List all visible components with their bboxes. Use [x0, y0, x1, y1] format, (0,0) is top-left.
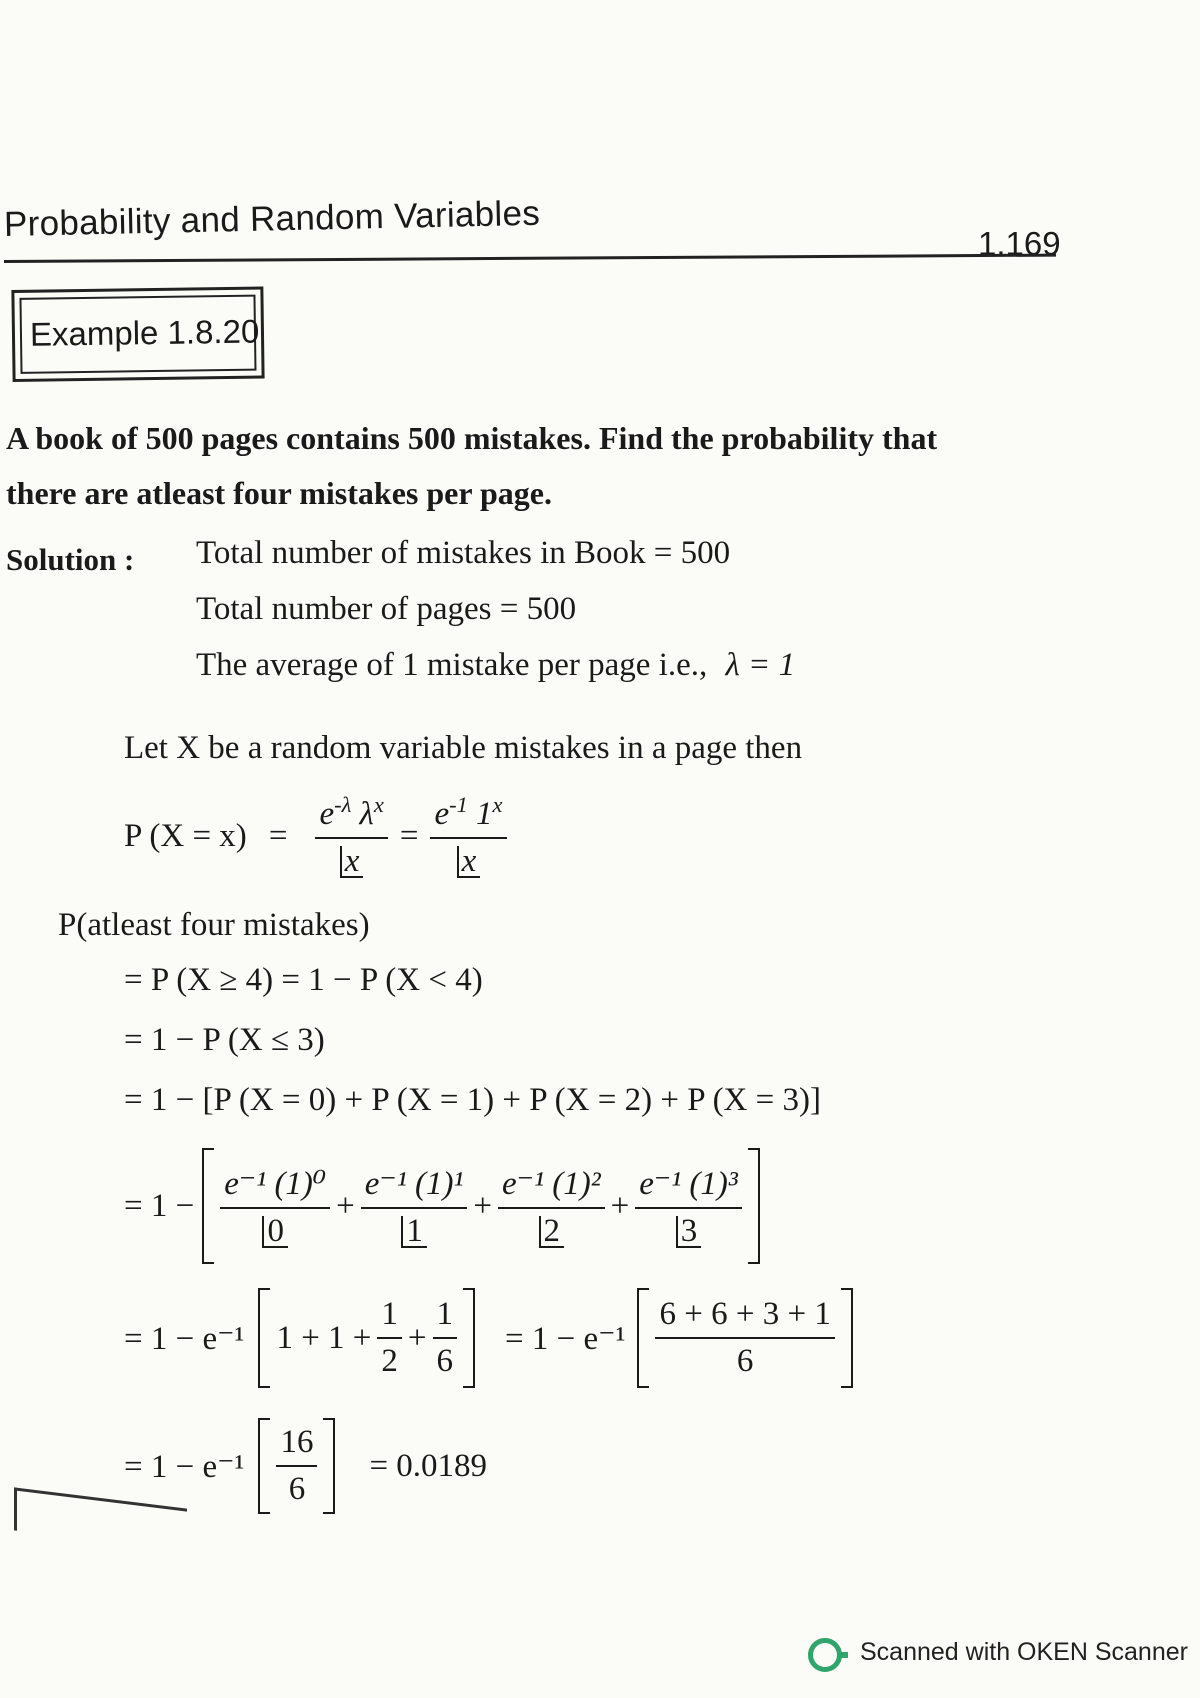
- term-2-denominator: 2: [539, 1216, 565, 1248]
- step-2: = 1 − P (X ≤ 3): [124, 1022, 325, 1058]
- term-1-denominator: 1: [401, 1216, 427, 1248]
- step-5-sum-fraction: [655, 1296, 834, 1380]
- term-2-numerator: e⁻¹ (1)²: [498, 1163, 605, 1209]
- step-6-prefix: = 1 − e⁻¹: [124, 1449, 245, 1485]
- pmf-equation: [124, 792, 513, 880]
- step-5-equals: = 1 − e⁻¹: [505, 1321, 626, 1357]
- sum-numerator: 6 + 6 + 3 + 1: [655, 1296, 834, 1339]
- header-rule: [4, 254, 1056, 263]
- step-4-term-3: [635, 1163, 742, 1250]
- term-0-numerator: e⁻¹ (1)⁰: [220, 1163, 330, 1209]
- step-5-bracket-right-2: [841, 1288, 853, 1388]
- pmf-equals: =: [268, 817, 288, 854]
- problem-line-2: there are atleast four mistakes per page.: [6, 475, 552, 511]
- scanner-watermark: Scanned with OKEN Scanner: [860, 1638, 1188, 1666]
- scanner-logo-icon: [808, 1638, 842, 1672]
- step-6-fraction: [276, 1424, 317, 1508]
- pmf-fraction-1: [315, 792, 387, 880]
- solution-line-1: Total number of mistakes in Book = 500: [196, 535, 731, 571]
- plus-sign: +: [473, 1187, 492, 1224]
- step-4-term-1: [361, 1163, 468, 1250]
- step-5-prefix: = 1 − e⁻¹: [124, 1321, 245, 1357]
- pmf-fraction-2: [430, 792, 506, 880]
- lambda-value: λ = 1: [725, 647, 796, 683]
- step-5-half: [377, 1296, 402, 1380]
- running-header-title: Probability and Random Variables: [3, 193, 541, 244]
- problem-line-1: A book of 500 pages contains 500 mistakes. Find the probability that: [6, 420, 938, 456]
- example-label: Example 1.8.20: [19, 295, 256, 374]
- term-3-numerator: e⁻¹ (1)³: [635, 1163, 742, 1209]
- atleast-label: P(atleast four mistakes): [58, 907, 370, 943]
- step-6-bracket-left: [258, 1418, 270, 1514]
- step-6-numerator: 16: [276, 1424, 317, 1467]
- step-5-bracket-left: [258, 1288, 270, 1388]
- plus-sign: +: [336, 1187, 355, 1224]
- pmf-equals-2: =: [399, 817, 419, 854]
- step-5-inner: 1 + 1 +: [276, 1319, 372, 1356]
- step-5-sixth: [433, 1296, 458, 1380]
- step-5: [124, 1288, 853, 1388]
- sixth-numerator: 1: [433, 1296, 458, 1339]
- step-4-prefix: = 1 −: [124, 1187, 195, 1224]
- sum-denominator: 6: [736, 1343, 754, 1379]
- pmf-numerator-1: $e^{-\lambda}$ $\lambda^x$: [315, 792, 387, 839]
- pmf-numerator-2: $e^{-1}$ 1$^x$: [430, 792, 506, 839]
- example-box: [11, 286, 264, 382]
- solution-line-3: [196, 647, 795, 684]
- solution-line-2: Total number of pages = 500: [196, 591, 577, 627]
- step-4-bracket-left: [202, 1148, 214, 1264]
- pmf-lhs: P (X = x): [124, 817, 247, 854]
- page-number: 1.169: [978, 225, 1061, 262]
- solution-label: Solution :: [6, 542, 135, 577]
- step-5-bracket-right: [463, 1288, 475, 1388]
- pmf-denominator-2: x: [457, 846, 481, 878]
- solution-line-3-text: The average of 1 mistake per page i.e.,: [196, 647, 708, 683]
- step-4: [124, 1148, 760, 1264]
- step-4-term-2: [498, 1163, 605, 1250]
- step-3: = 1 − [P (X = 0) + P (X = 1) + P (X = 2) + P (X = 3)]: [124, 1082, 821, 1118]
- term-0-denominator: 0: [262, 1216, 288, 1248]
- step-5-bracket-left-2: [637, 1288, 649, 1388]
- step-6-denominator: 6: [288, 1471, 306, 1507]
- term-1-numerator: e⁻¹ (1)¹: [361, 1163, 468, 1209]
- sixth-denominator: 6: [436, 1343, 454, 1379]
- half-denominator: 2: [381, 1343, 398, 1379]
- half-numerator: 1: [377, 1296, 402, 1339]
- term-3-denominator: 3: [676, 1216, 702, 1248]
- solution-line-4: Let X be a random variable mistakes in a page then: [124, 730, 803, 766]
- step-6-bracket-right: [323, 1418, 335, 1514]
- final-result: = 0.0189: [369, 1447, 488, 1484]
- step-6: [124, 1418, 487, 1514]
- plus-sign: +: [407, 1319, 427, 1356]
- step-4-bracket-right: [748, 1148, 760, 1264]
- plus-sign: +: [610, 1187, 630, 1224]
- step-4-term-0: [220, 1163, 330, 1250]
- pmf-denominator-1: x: [340, 846, 364, 878]
- step-1: = P (X ≥ 4) = 1 − P (X < 4): [124, 962, 483, 998]
